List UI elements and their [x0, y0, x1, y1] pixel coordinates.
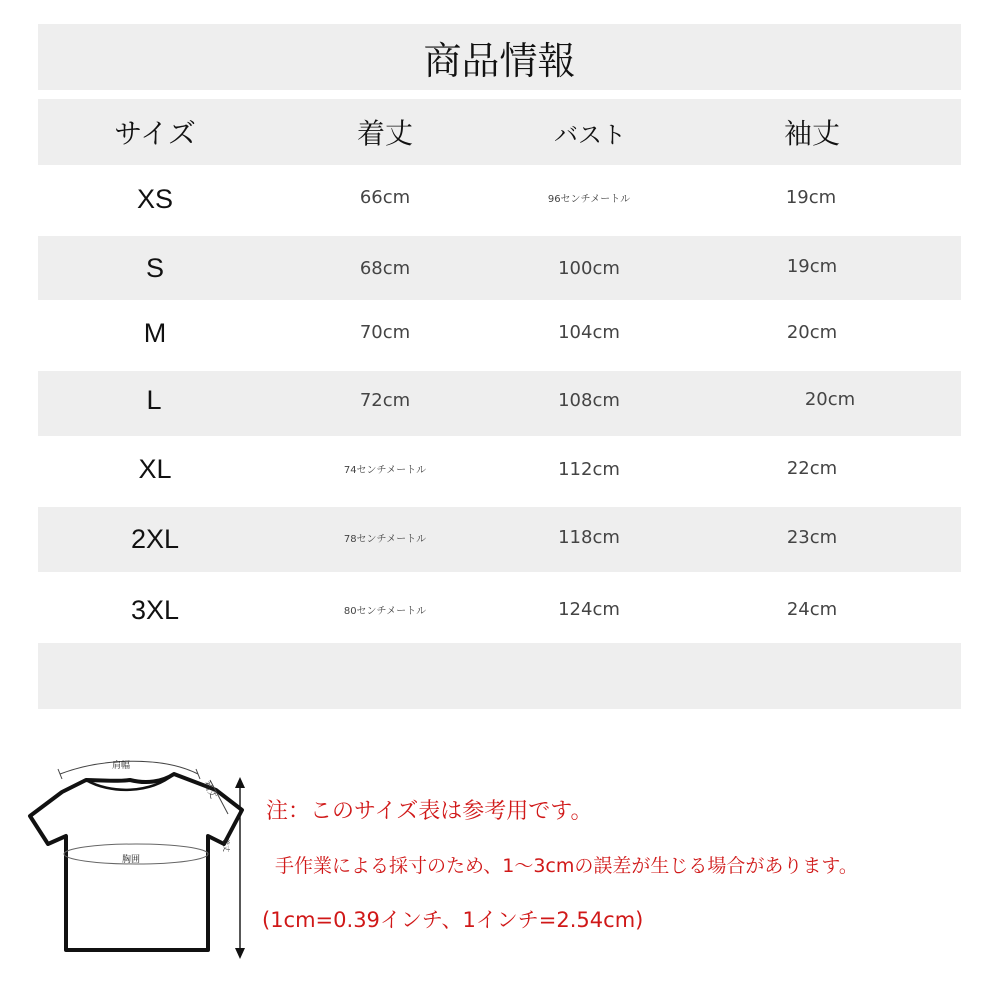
row-m-size: M	[143, 317, 167, 348]
row-3xl-length: 80センチメートル	[343, 605, 427, 617]
note-error-margin: 手作業による採寸のため、1～3cmの誤差が生じる場合があります。	[275, 855, 858, 877]
row-s-sleeve: 19cm	[786, 255, 838, 277]
row-3xl-bust: 124cm	[558, 598, 620, 620]
sleeve-label: 袖丈	[200, 779, 218, 801]
row-m-sleeve: 20cm	[786, 321, 838, 343]
row-s-size: S	[145, 252, 165, 283]
header-sleeve: 袖丈	[783, 117, 841, 150]
chest-label: 胸囲	[122, 855, 141, 865]
row-xl-length: 74センチメートル	[343, 464, 427, 476]
length-label: 着丈	[222, 838, 230, 852]
row-m-length: 70cm	[359, 321, 411, 343]
row-l-sleeve: 20cm	[804, 388, 856, 410]
row-3xl-sleeve: 24cm	[786, 598, 838, 620]
row-m-bust: 104cm	[558, 321, 620, 343]
row-s-bust: 100cm	[558, 257, 620, 279]
row-xl-size: XL	[138, 453, 172, 484]
header-length: 着丈	[356, 117, 414, 150]
row-l-size: L	[146, 384, 162, 415]
row-2xl-bust: 118cm	[558, 527, 620, 548]
note-conversion: (1cm=0.39インチ、1インチ=2.54cm)	[262, 908, 644, 932]
row-2xl-size: 2XL	[130, 524, 180, 554]
row-2xl-sleeve: 23cm	[786, 527, 838, 548]
row-s-length: 68cm	[359, 257, 411, 279]
page-title: 商品情報	[423, 38, 576, 83]
row-l-length: 72cm	[359, 389, 411, 411]
row-3xl-size: 3XL	[130, 594, 180, 625]
row-l-bust: 108cm	[558, 389, 620, 411]
shoulder-label: 肩幅	[112, 761, 131, 771]
row-xs-length: 66cm	[359, 186, 411, 208]
tshirt-diagram	[22, 752, 260, 962]
row-xs-bust: 96センチメートル	[547, 193, 631, 205]
note-reference: 注：このサイズ表は参考用です。	[266, 799, 593, 824]
row-xl-bust: 112cm	[558, 458, 620, 480]
header-bust: バスト	[554, 120, 626, 149]
row-xs-sleeve: 19cm	[785, 186, 837, 208]
row-xl-sleeve: 22cm	[786, 457, 838, 479]
row-xs-size: XS	[136, 183, 174, 214]
empty-bottom-band	[38, 643, 961, 709]
header-size: サイズ	[114, 117, 196, 150]
row-2xl-length: 78センチメートル	[343, 534, 427, 545]
